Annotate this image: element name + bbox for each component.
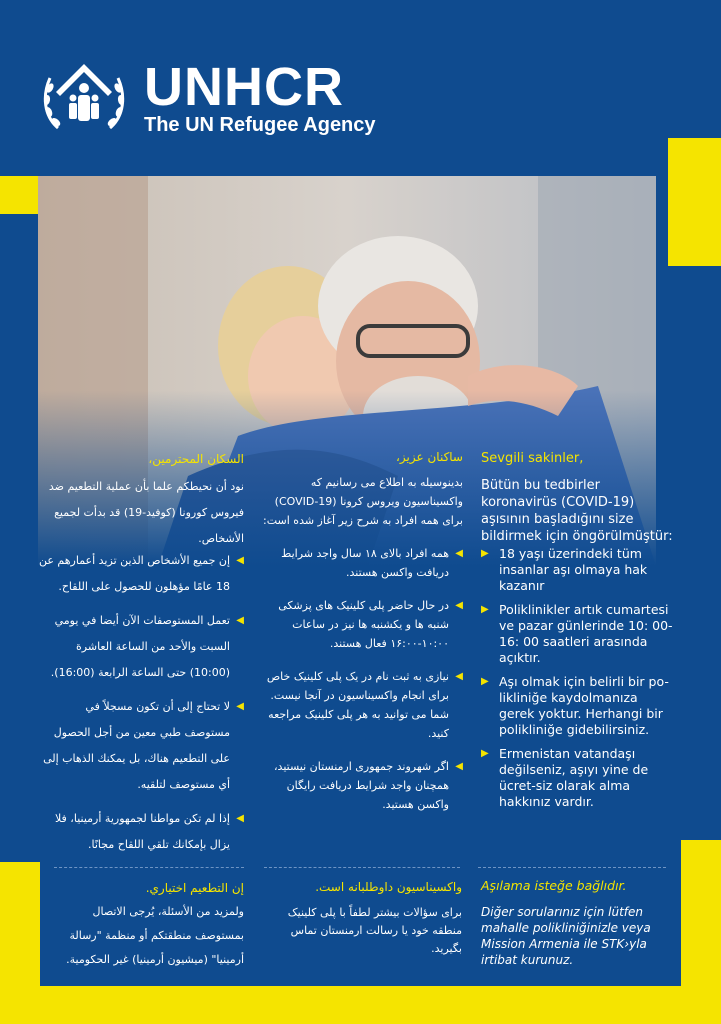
- yellow-block-bottom-left: [0, 862, 40, 986]
- list-item: ▶ Ermenistan vatandaşı değilseniz, aşıyı yine de ücret-siz olarak alma hakkınız vardır.: [481, 746, 649, 809]
- persian-list: [258, 544, 463, 814]
- triangle-left-icon: ◀: [236, 615, 244, 626]
- list-item: ▶ Poliklinikler artık cumartesi ve pazar günlerinde 10: 00-16: 00 saatleri arasında açıktır.: [481, 602, 673, 665]
- list-item: ◀ همه افراد بالای ۱۸ سال واجد شرایط دریافت واکسن هستند.: [258, 544, 463, 582]
- brand-tagline: The UN Refugee Agency: [144, 114, 376, 136]
- turkish-column: [481, 450, 677, 545]
- persian-intro: بدینوسیله به اطلاع می رسانیم که واکسیناسیون ویروس کرونا (COVID-19) برای همه افراد به شرح زیر آغاز شده است:: [263, 476, 463, 527]
- triangle-left-icon: ◀: [236, 813, 244, 824]
- list-item: ◀ إن جميع الأشخاص الذين تزيد أعمارهم عن 18 عامًا مؤهلون للحصول على اللقاح.: [38, 548, 244, 600]
- persian-heading: ساکنان عزیز،: [396, 450, 463, 464]
- arabic-footer-heading: إن التطعيم اختياري.: [145, 881, 244, 895]
- turkish-footer-heading: Aşılama isteğe bağlıdır.: [481, 878, 627, 893]
- arabic-column: [38, 448, 244, 552]
- list-item: ◀ در حال حاضر پلی کلینیک های پزشکی شنبه ها و یکشنبه ها نیز در ساعات ۱۰:۰۰-۱۶:۰۰ فعال هستند.: [258, 596, 463, 653]
- triangle-left-icon: ◀: [236, 555, 244, 566]
- arabic-footer: [46, 876, 244, 972]
- list-item: ◀ اگر شهروند جمهوری ارمنستان نیستید، همچنان واجد شرایط دریافت رایگان واکسن هستید.: [258, 757, 463, 814]
- list-item: ◀ تعمل المستوصفات الآن أيضا في يومي السبت والأحد من الساعة العاشرة (10:00) حتى الساعة الرابعة (16:00).: [38, 608, 244, 686]
- arabic-footer-text: ولمزيد من الأسئلة، يُرجى الاتصال بمستوصف منطقتكم أو منظمة "رسالة أرمينيا" (ميشيون أرمينيا) غير الحكومية.: [66, 905, 244, 966]
- persian-footer-text: برای سؤالات بیشتر لطفاً با پلی کلینیک منطقه خود یا رسالت ارمنستان تماس بگیرید.: [287, 906, 462, 955]
- triangle-right-icon: ▶: [481, 676, 489, 687]
- turkish-footer: [481, 878, 677, 968]
- persian-footer-heading: واکسیناسیون داوطلبانه است.: [315, 880, 462, 894]
- yellow-block-top-right: [668, 138, 721, 266]
- turkish-list-column: [481, 546, 677, 818]
- triangle-right-icon: ▶: [481, 548, 489, 559]
- list-item: ▶ Aşı olmak için belirli bir po-likliniğe kaydolmanıza gerek yoktur. Herhangi bir polikliniğe gidebilirsiniz.: [481, 674, 669, 737]
- divider-arabic: [54, 867, 244, 868]
- persian-list-column: [258, 544, 463, 822]
- list-item: ◀ إذا لم تكن مواطنا لجمهورية أرمينيا، فلا يزال بإمكانك تلقي اللقاح مجانًا.: [38, 806, 244, 858]
- brand-name: UNHCR: [144, 57, 344, 117]
- arabic-heading: السكان المحترمين،: [148, 452, 244, 466]
- turkish-footer-text: Diğer sorularınız için lütfen mahalle polikliniğinizle veya Mission Armenia ile STK›yla irtibat kurunuz.: [481, 905, 651, 967]
- arabic-list-column: [38, 548, 244, 866]
- divider-persian: [264, 867, 460, 868]
- list-item: ◀ نیازی به ثبت نام در یک پلی کلینیک خاص برای انجام واکسیناسیون در آنجا نیست. شما می توانید به هر پلی کلینیک مراجعه کنید.: [258, 667, 463, 743]
- divider-turkish: [478, 867, 666, 868]
- persian-footer: [262, 878, 462, 958]
- triangle-right-icon: ▶: [481, 604, 489, 615]
- turkish-intro: Bütün bu tedbirler koronavirüs (COVID-19) aşısının başladığını size bildirmek için öngörülmüştür:: [481, 478, 673, 544]
- triangle-left-icon: ◀: [455, 548, 463, 559]
- yellow-block-bottom-right: [681, 840, 721, 990]
- triangle-left-icon: ◀: [455, 600, 463, 611]
- list-item: ◀ لا تحتاج إلى أن تكون مسجلاً في مستوصف طبي معين من أجل الحصول على التطعيم هناك، بل يمكنك الذهاب إلى أي مستوصف لتلقيه.: [38, 694, 244, 798]
- unhcr-emblem-icon: [38, 58, 130, 138]
- triangle-left-icon: ◀: [455, 761, 463, 772]
- triangle-left-icon: ◀: [236, 701, 244, 712]
- yellow-bar-bottom: [0, 986, 721, 1024]
- turkish-list: [481, 546, 677, 810]
- yellow-block-top-left: [0, 176, 38, 214]
- turkish-heading: Sevgili sakinler,: [481, 451, 584, 466]
- triangle-left-icon: ◀: [455, 671, 463, 682]
- arabic-list: [38, 548, 244, 858]
- triangle-right-icon: ▶: [481, 748, 489, 759]
- persian-column: [258, 448, 463, 530]
- arabic-intro: نود أن نحيطكم علما بأن عملية التطعيم ضد فيروس كورونا (كوفيد-19) قد بدأت لجميع الأشخاص.: [48, 480, 244, 545]
- list-item: ▶ 18 yaşı üzerindeki tüm insanlar aşı olmaya hak kazanır: [481, 546, 648, 593]
